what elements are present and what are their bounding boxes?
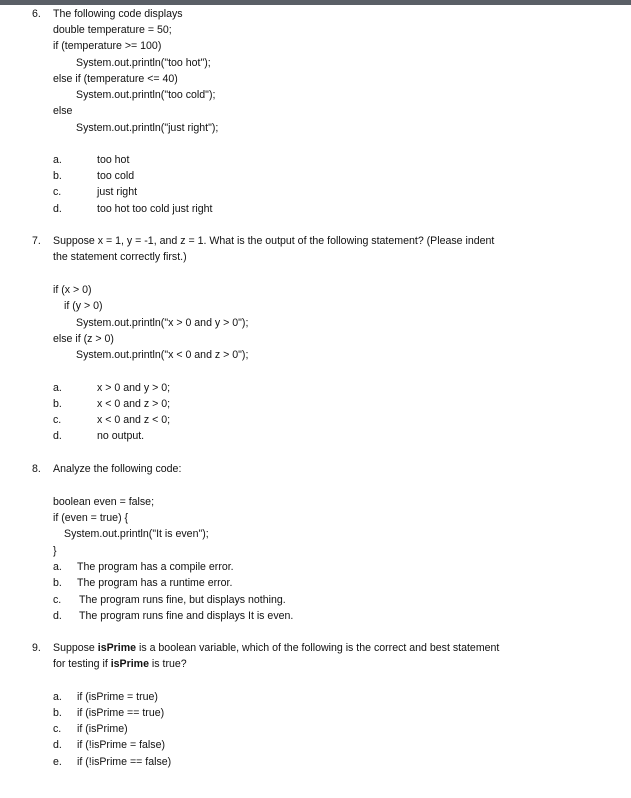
option-text: x > 0 and y > 0;	[97, 382, 171, 394]
bold-keyword: isPrime	[97, 642, 137, 654]
question-number: 8.	[32, 463, 41, 475]
top-border	[0, 0, 631, 5]
option-letter: c.	[53, 414, 62, 426]
option-letter: a.	[53, 561, 62, 573]
option-text: The program runs fine, but displays nothing.	[79, 594, 286, 606]
code-line: else if (temperature <= 40)	[53, 73, 178, 85]
code-line: System.out.println("too hot");	[76, 57, 211, 69]
code-line: }	[53, 545, 57, 557]
option-text: The program has a runtime error.	[77, 577, 233, 589]
option-letter: a.	[53, 691, 62, 703]
option-text: if (!isPrime = false)	[77, 739, 166, 751]
option-text: just right	[97, 186, 138, 198]
option-text: x < 0 and z > 0;	[97, 398, 171, 410]
question-title: The following code displays	[53, 8, 183, 20]
bold-keyword: isPrime	[110, 658, 149, 670]
code-line: else	[53, 105, 73, 117]
option-text: too hot too cold just right	[97, 203, 213, 215]
question-text: Suppose isPrime is a boolean variable, which of the following is the correct and best statement	[53, 642, 500, 654]
option-text: if (isPrime == true)	[77, 707, 165, 719]
option-text: The program runs fine and displays It is even.	[79, 610, 294, 622]
option-letter: c.	[53, 594, 62, 606]
code-line: else if (z > 0)	[53, 333, 114, 345]
question-text: Suppose x = 1, y = -1, and z = 1. What is the output of the following statement? (Please indent	[53, 235, 495, 247]
question-title: Analyze the following code:	[53, 463, 182, 475]
option-letter: a.	[53, 154, 62, 166]
option-letter: d.	[53, 430, 62, 442]
option-letter: c.	[53, 186, 62, 198]
option-letter: b.	[53, 707, 62, 719]
option-text: x < 0 and z < 0;	[97, 414, 171, 426]
option-letter: e.	[53, 756, 62, 768]
code-line: if (x > 0)	[53, 284, 92, 296]
code-line: if (temperature >= 100)	[53, 40, 162, 52]
option-text: if (!isPrime == false)	[77, 756, 172, 768]
code-line: if (y > 0)	[64, 300, 103, 312]
option-letter: c.	[53, 723, 62, 735]
option-text: no output.	[97, 430, 145, 442]
question-text: the statement correctly first.)	[53, 251, 187, 263]
option-text: The program has a compile error.	[77, 561, 234, 573]
option-text: if (isPrime)	[77, 723, 128, 735]
option-letter: d.	[53, 739, 62, 751]
option-text: too cold	[97, 170, 135, 182]
code-line: System.out.println("too cold");	[76, 89, 216, 101]
question-text: for testing if isPrime is true?	[53, 658, 187, 670]
option-letter: b.	[53, 398, 62, 410]
code-line: if (even = true) {	[53, 512, 129, 524]
code-line: System.out.println("x > 0 and y > 0");	[76, 317, 249, 329]
code-line: System.out.println("x < 0 and z > 0");	[76, 349, 249, 361]
option-letter: a.	[53, 382, 62, 394]
question-number: 7.	[32, 235, 41, 247]
question-number: 9.	[32, 642, 41, 654]
code-line: boolean even = false;	[53, 496, 155, 508]
code-line: System.out.println("It is even");	[64, 528, 209, 540]
code-line: double temperature = 50;	[53, 24, 172, 36]
option-text: if (isPrime = true)	[77, 691, 158, 703]
option-text: too hot	[97, 154, 130, 166]
option-letter: b.	[53, 170, 62, 182]
option-letter: d.	[53, 610, 62, 622]
option-letter: d.	[53, 203, 62, 215]
option-letter: b.	[53, 577, 62, 589]
code-line: System.out.println("just right");	[76, 122, 219, 134]
question-number: 6.	[32, 8, 41, 20]
